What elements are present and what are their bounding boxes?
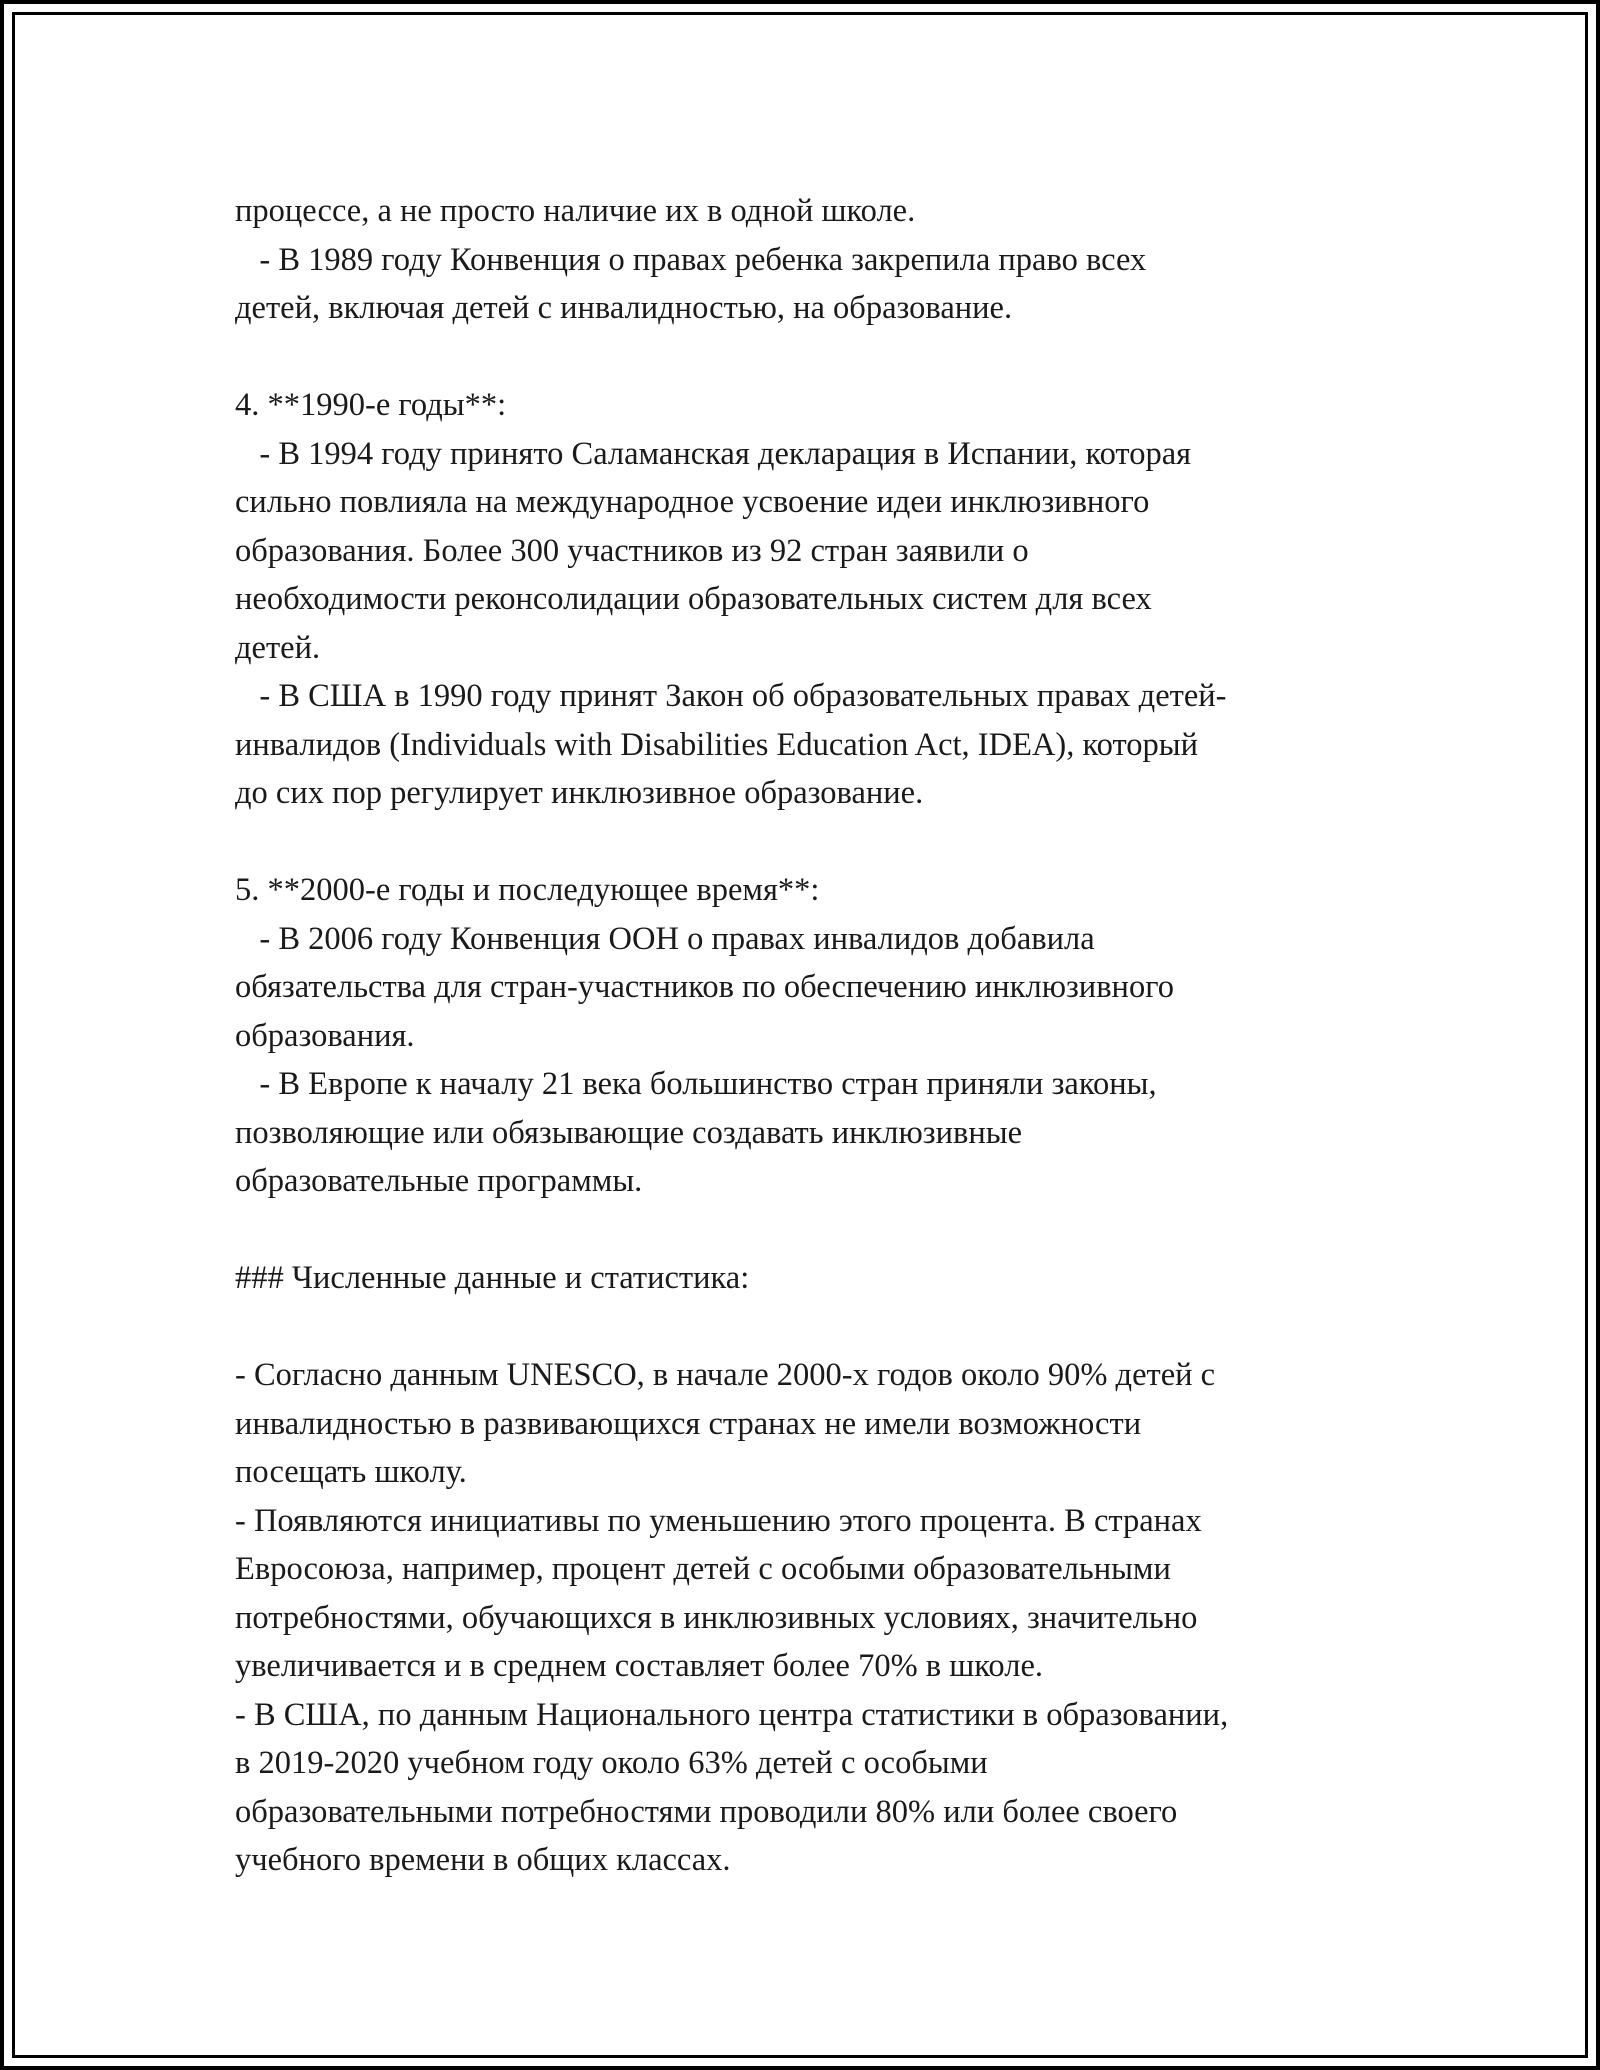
paragraph-gap xyxy=(235,333,1395,382)
text-line: 5. **2000-е годы и последующее время**: xyxy=(235,872,820,908)
text-line: позволяющие или обязывающие создавать инклюзивные xyxy=(235,1114,1022,1151)
text-line: процессе, а не просто наличие их в одной школе. xyxy=(235,193,916,229)
text-line: увеличивается и в среднем составляет более 70% в школе. xyxy=(235,1648,1043,1684)
text-line: образования. Более 300 участников из 92 стран заявили о xyxy=(235,532,1029,569)
text-line: - Появляются инициативы по уменьшению этого процента. В странах xyxy=(235,1502,1202,1539)
text-line: инвалидностью в развивающихся странах не имели возможности xyxy=(235,1405,1142,1442)
text-line: в 2019-2020 учебном году около 63% детей с особыми xyxy=(235,1745,988,1781)
paragraph-gap xyxy=(235,818,1395,867)
text-line: учебного времени в общих классах. xyxy=(235,1842,731,1878)
text-line: 4. **1990-е годы**: xyxy=(235,387,507,423)
text-line: - В США в 1990 году принят Закон об образовательных правах детей- xyxy=(235,678,1227,714)
text-line: сильно повлияла на международное усвоение идеи инклюзивного xyxy=(235,484,1150,520)
text-line: - В Европе к началу 21 века большинство стран приняли законы, xyxy=(235,1066,1157,1102)
text-line: образования. xyxy=(235,1017,415,1054)
text-line: детей. xyxy=(235,629,321,666)
text-line: до сих пор регулирует инклюзивное образование. xyxy=(235,775,924,811)
text-line: ### Численные данные и статистика: xyxy=(235,1260,750,1296)
text-line: образовательные программы. xyxy=(235,1163,643,1199)
text-line: посещать школу. xyxy=(235,1454,467,1490)
text-line: потребностями, обучающихся в инклюзивных условиях, значительно xyxy=(235,1599,1198,1636)
text-line: образовательными потребностями проводили 80% или более своего xyxy=(235,1793,1178,1830)
paragraph-gap xyxy=(235,1206,1395,1255)
document-body xyxy=(235,187,1395,1885)
text-line: детей, включая детей с инвалидностью, на образование. xyxy=(235,290,1013,326)
text-line: - В 1994 году принято Саламанская декларация в Испании, которая xyxy=(235,435,1192,472)
text-line: - В США, по данным Национального центра статистики в образовании, xyxy=(235,1696,1229,1733)
text-line: Евросоюза, например, процент детей с особыми образовательными xyxy=(235,1551,1171,1587)
text-line: - В 2006 году Конвенция ООН о правах инвалидов добавила xyxy=(235,920,1095,957)
text-line: - В 1989 году Конвенция о правах ребенка закрепила право всех xyxy=(235,241,1147,278)
text-line: необходимости реконсолидации образовательных систем для всех xyxy=(235,581,1152,617)
text-line: - Согласно данным UNESCO, в начале 2000-х годов около 90% детей с xyxy=(235,1357,1216,1393)
text-line: инвалидов (Individuals with Disabilities Education Act, IDEA), который xyxy=(235,726,1198,763)
text-line: обязательства для стран-участников по обеспечению инклюзивного xyxy=(235,969,1174,1005)
paragraph-gap xyxy=(235,1303,1395,1352)
